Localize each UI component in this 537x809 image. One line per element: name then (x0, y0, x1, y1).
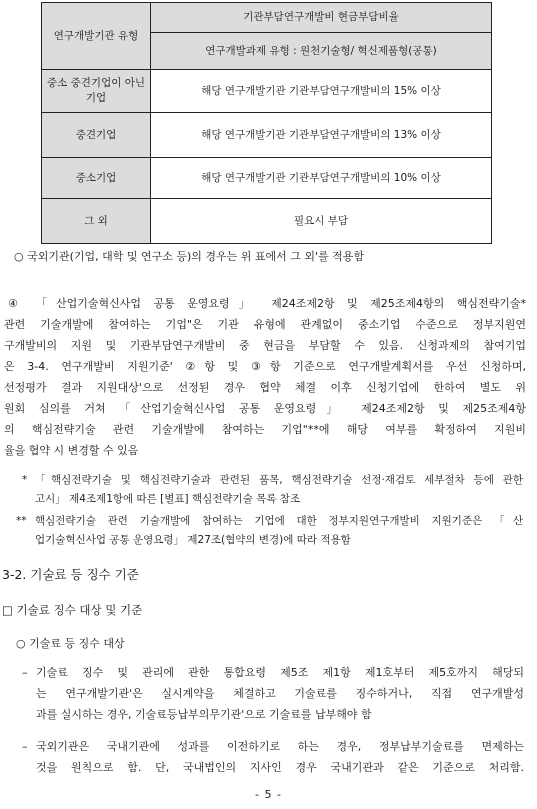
item4-line: 원회 심의를 거쳐 「산업기술혁신사업 공통 운영요령」 제24조제2항 및 제25조제4항 (4, 402, 526, 415)
table-row (42, 70, 492, 113)
table-row-value: 해당 연구개발기관 기관부담연구개발비의 15% 이상 (151, 70, 492, 113)
dash1-line: 는 연구개발기관'은 실시계약을 체결하고 기술료를 징수하거나, 직접 연구개발성 (36, 687, 524, 700)
bullet-heading: ○ 기술료 등 징수 대상 (16, 637, 125, 650)
subsection-title: □ 기술료 징수 대상 및 기준 (2, 603, 143, 617)
cash-ratio-table (41, 2, 492, 244)
table-row-value: 해당 연구개발기관 기관부담연구개발비의 10% 이상 (151, 158, 492, 199)
page-number: - 5 - (255, 788, 282, 801)
footnote1-marker: * (22, 474, 28, 486)
footnote1-line: 「핵심전략기술 및 핵심전략기술과 관련된 품목, 핵심전략기술 선정·재검토 세부절차 등에 관한 (35, 474, 523, 486)
table-row-label: 중소기업 (42, 158, 151, 199)
item4-line: 은 3-4. 연구개발비 지원기준' ②항 및 ③항 기준으로 연구개발계획서를 우선 신청하며, (4, 360, 526, 373)
table-header-sub: 연구개발과제 유형 : 원천기술형/ 혁신제품형(공통) (151, 33, 492, 70)
item4-line: 관련 기술개발에 참여하는 기업"은 기관 유형에 관계없이 중소기업 수준으로 정부지원연 (4, 318, 526, 331)
dash1-marker: – (22, 666, 28, 679)
footnote2-line: 핵심전략기술 관련 기술개발에 참여하는 기업에 대한 정부지원연구개발비 지원기준은 「산 (35, 515, 523, 527)
foreign-institution-note: ○ 국외기관(기업, 대학 및 연구소 등)의 경우는 위 표에서 그 외'를 적용함 (14, 250, 365, 263)
table-row-value: 해당 연구개발기관 기관부담연구개발비의 13% 이상 (151, 113, 492, 158)
footnote1-line: 고시」 제4조제1항에 따른 [별표] 핵심전략기술 목록 참조 (35, 493, 301, 505)
footnote2-marker: ** (16, 515, 27, 527)
footnote2-line: 업기술혁신사업 공통 운영요령」 제27조(협약의 변경)에 따라 적용함 (35, 534, 351, 546)
item4-marker: ④ (8, 297, 18, 310)
dash2-line: 국외기관은 국내기관에 성과를 이전하기로 하는 경우, 정부납부기술료를 면제하는 (36, 740, 524, 753)
dash2-line: 것을 원칙으로 함. 단, 국내법인의 지사인 경우 국내기관과 같은 기준으로 처리함. (36, 761, 524, 774)
item4-line: 선정평가 결과 지원대상'으로 선정된 경우 협약 체결 이후 신청기업에 한하여 별도 위 (4, 381, 526, 394)
item4-line: 의 핵심전략기술 관련 기술개발에 참여하는 기업"**에 해당 여부를 확정하여 지원비 (4, 423, 526, 436)
table-row (42, 199, 492, 244)
table-row (42, 113, 492, 158)
table-row-label: 중견기업 (42, 113, 151, 158)
table-header-top: 기관부담연구개발비 현금부담비율 (151, 3, 492, 33)
item4-line: 구개발비의 지원 및 기관부담연구개발비 중 현금을 부담할 수 있음. 신청과제의 참여기업 (4, 339, 526, 352)
table-row (42, 158, 492, 199)
dash1-line: 과를 실시하는 경우, 기술료등납부의무기관'으로 기술료를 납부해야 함 (36, 708, 372, 721)
section-title: 3-2. 기술료 등 징수 기준 (2, 567, 139, 582)
item4-line: 율을 협약 시 변경할 수 있음 (4, 444, 139, 457)
dash1-line: 기술료 징수 및 관리에 관한 통합요령 제5조 제1항 제1호부터 제5호까지 해당되 (36, 666, 524, 679)
table-row-value: 필요시 부담 (151, 199, 492, 244)
dash2-marker: – (22, 740, 28, 753)
table-row-label: 그 외 (42, 199, 151, 244)
table-header-left: 연구개발기관 유형 (42, 3, 151, 70)
table-row-label: 중소 중견기업이 아닌 기업 (42, 70, 151, 113)
item4-line: 「산업기술혁신사업 공통 운영요령」 제24조제2항 및 제25조제4항의 핵심전략기술* (36, 297, 526, 310)
